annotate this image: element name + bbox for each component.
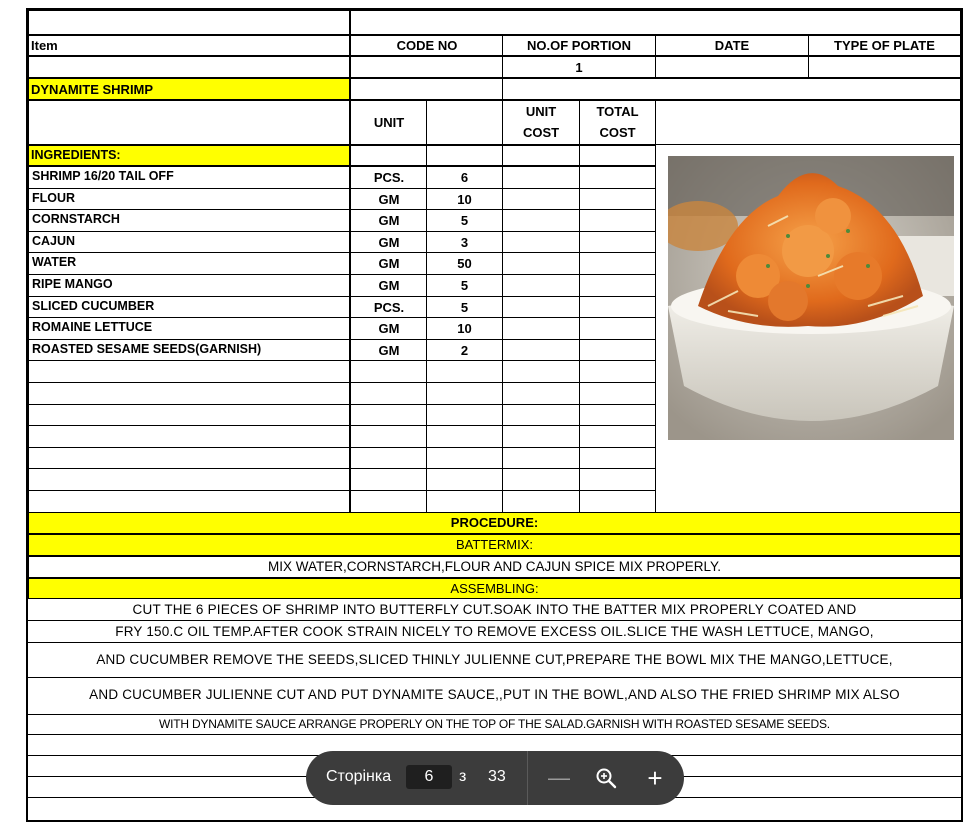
ingredients-label: INGREDIENTS: <box>31 148 121 162</box>
blank-cell <box>579 447 656 470</box>
blank-cell <box>426 404 503 427</box>
ingredient-name-cell <box>28 296 350 319</box>
unit-header-cell <box>349 100 427 145</box>
blank-cell <box>349 490 427 513</box>
procedure-line: CUT THE 6 PIECES OF SHRIMP INTO BUTTERFLY CUT.SOAK INTO THE BATTER MIX PROPERLY COATED AND <box>132 602 857 617</box>
blank-cell <box>502 78 961 100</box>
ingredient-qty-cell <box>426 188 503 211</box>
ingredient-qty: 3 <box>460 234 469 250</box>
unit-label: UNIT <box>373 115 405 130</box>
blank-cell <box>579 145 656 166</box>
portion-label: NO.OF PORTION <box>527 38 631 53</box>
blank-cell <box>349 10 961 35</box>
ingredient-qty-cell <box>426 339 503 362</box>
ingredient-name: RIPE MANGO <box>32 277 113 291</box>
blank-cell <box>28 360 350 383</box>
blank-cell <box>349 78 503 100</box>
toolbar-separator <box>527 751 528 805</box>
of-label: з <box>459 768 467 785</box>
ingredient-unit-cell <box>349 317 427 340</box>
ingredient-total-cost-cell <box>579 274 656 297</box>
dish-name: DYNAMITE SHRIMP <box>31 82 154 97</box>
blank-cell <box>579 468 656 491</box>
ingredient-name: SLICED CUCUMBER <box>32 298 155 313</box>
ingredient-unit-cost-cell <box>502 296 580 319</box>
ingredient-unit-cost-cell <box>502 317 580 340</box>
blank-cell <box>28 468 350 491</box>
blank-cell <box>349 468 427 491</box>
ingredient-name-cell <box>28 317 350 340</box>
blank-cell <box>349 404 427 427</box>
item-label: Item <box>31 38 58 53</box>
blank-cell <box>502 145 580 166</box>
ingredient-unit-cost-cell <box>502 252 580 275</box>
blank-cell <box>426 425 503 448</box>
ingredients-label-cell <box>28 145 350 166</box>
ingredient-total-cost-cell <box>579 296 656 319</box>
ingredient-total-cost-cell <box>579 209 656 232</box>
blank-cell <box>579 425 656 448</box>
ingredient-qty: 10 <box>457 321 472 337</box>
ingredient-total-cost-cell <box>579 231 656 254</box>
plate-label: TYPE OF PLATE <box>834 38 935 53</box>
ingredient-qty: 10 <box>457 191 472 207</box>
ingredient-name: CAJUN <box>32 233 76 248</box>
ingredient-qty-cell <box>426 231 503 254</box>
ingredient-unit: GM <box>378 234 400 250</box>
ingredient-unit-cell <box>349 296 427 319</box>
ingredient-name-cell <box>28 339 350 362</box>
ingredient-unit-cell <box>349 274 427 297</box>
page-label: Сторінка <box>326 768 392 785</box>
ingredient-total-cost-cell <box>579 166 656 189</box>
item-header-cell <box>28 35 350 56</box>
ingredient-unit: GM <box>378 278 400 293</box>
blank-cell <box>579 360 656 383</box>
blank-cell <box>349 145 427 166</box>
unit-cost-label-1: UNIT <box>525 104 557 119</box>
ingredient-name: WATER <box>32 255 77 270</box>
ingredient-name-cell <box>28 209 350 232</box>
blank-cell <box>502 360 580 383</box>
blank-cell <box>426 145 503 166</box>
ingredient-total-cost-cell <box>579 339 656 362</box>
blank-cell <box>28 490 350 513</box>
ingredient-unit-cost-cell <box>502 231 580 254</box>
blank-cell <box>579 490 656 513</box>
ingredient-qty: 5 <box>460 213 469 229</box>
procedure-line: AND CUCUMBER JULIENNE CUT AND PUT DYNAMITE SAUCE,,PUT IN THE BOWL,AND ALSO THE FRIED SHRIMP MIX ALSO <box>89 687 900 702</box>
ingredient-qty-cell <box>426 252 503 275</box>
blank-cell <box>349 447 427 470</box>
portion-header-cell <box>502 35 656 56</box>
zoom-icon <box>595 767 617 789</box>
ingredient-qty: 5 <box>460 278 469 293</box>
ingredient-total-cost-cell <box>579 252 656 275</box>
ingredient-total-cost-cell <box>579 188 656 211</box>
page-toolbar <box>306 751 684 805</box>
page-total: 33 <box>488 768 506 785</box>
procedure-line: AND CUCUMBER REMOVE THE SEEDS,SLICED THINLY JULIENNE CUT,PREPARE THE BOWL MIX THE MANGO,LETTUCE, <box>96 652 893 667</box>
ingredient-qty-cell <box>426 209 503 232</box>
zoom-out-button[interactable]: — <box>548 765 570 790</box>
ingredient-qty: 2 <box>460 342 469 358</box>
blank-cell <box>579 404 656 427</box>
portion-value: 1 <box>575 60 583 75</box>
ingredient-unit-cell <box>349 339 427 362</box>
divider <box>28 677 961 678</box>
ingredient-unit-cost-cell <box>502 209 580 232</box>
ingredient-name: ROASTED SESAME SEEDS(GARNISH) <box>32 341 262 356</box>
ingredient-name: FLOUR <box>32 190 76 205</box>
ingredient-qty: 50 <box>457 256 472 272</box>
blank-cell <box>426 490 503 513</box>
ingredient-unit: GM <box>378 213 400 229</box>
ingredient-unit-cost-cell <box>502 188 580 211</box>
blank-cell <box>426 447 503 470</box>
code-no-value-cell <box>349 56 503 78</box>
ingredient-unit-cell <box>349 231 427 254</box>
date-value-cell <box>655 56 809 78</box>
ingredient-unit: GM <box>378 342 400 358</box>
portion-value-cell <box>502 56 656 78</box>
ingredient-name-cell <box>28 188 350 211</box>
unit-cost-header-cell <box>502 100 580 145</box>
total-cost-label-1: TOTAL <box>596 104 639 119</box>
qty-header-cell <box>426 100 503 145</box>
code-no-header-cell <box>349 35 503 56</box>
ingredient-total-cost-cell <box>579 317 656 340</box>
procedure-title: PROCEDURE: <box>28 512 961 534</box>
ingredient-qty-cell <box>426 296 503 319</box>
ingredient-name-cell <box>28 166 350 189</box>
blank-cell <box>502 382 580 405</box>
blank-cell <box>426 360 503 383</box>
ingredient-unit: GM <box>378 256 400 272</box>
batter-title: BATTERMIX: <box>28 534 961 556</box>
blank-cell <box>349 425 427 448</box>
dish-photo <box>668 156 954 440</box>
zoom-fit-button[interactable] <box>589 761 623 795</box>
blank-cell <box>28 404 350 427</box>
procedure-line: FRY 150.C OIL TEMP.AFTER COOK STRAIN NICELY TO REMOVE EXCESS OIL.SLICE THE WASH LETTUCE, MANGO, <box>115 624 874 639</box>
ingredient-name-cell <box>28 274 350 297</box>
blank-cell <box>502 404 580 427</box>
ingredient-unit: GM <box>378 321 400 337</box>
assembling-title: ASSEMBLING: <box>28 578 961 599</box>
code-no-label: CODE NO <box>396 38 458 53</box>
divider <box>28 714 961 715</box>
ingredient-unit-cell <box>349 252 427 275</box>
date-header-cell <box>655 35 809 56</box>
ingredient-unit-cell <box>349 166 427 189</box>
divider <box>28 620 961 621</box>
ingredient-unit-cost-cell <box>502 339 580 362</box>
ingredient-qty: 5 <box>460 299 469 315</box>
ingredient-unit: PCS. <box>373 170 405 185</box>
blank-cell <box>579 382 656 405</box>
total-cost-header-cell <box>579 100 656 145</box>
ingredient-unit-cell <box>349 188 427 211</box>
blank-cell <box>502 425 580 448</box>
blank-cell <box>349 382 427 405</box>
blank-cell <box>28 100 350 145</box>
ingredient-qty: 6 <box>460 170 469 185</box>
blank-cell <box>655 100 961 145</box>
procedure-line: WITH DYNAMITE SAUCE ARRANGE PROPERLY ON THE TOP OF THE SALAD.GARNISH WITH ROASTED SESAME SEEDS. <box>159 717 830 731</box>
dish-name-cell <box>28 78 350 100</box>
blank-cell <box>502 490 580 513</box>
ingredient-qty-cell <box>426 274 503 297</box>
ingredient-name: CORNSTARCH <box>32 212 120 227</box>
ingredient-unit: GM <box>378 191 400 207</box>
blank-cell <box>426 382 503 405</box>
divider <box>28 642 961 643</box>
blank-cell <box>28 447 350 470</box>
total-cost-label-2: COST <box>599 125 636 140</box>
ingredient-name: SHRIMP 16/20 TAIL OFF <box>32 169 174 183</box>
divider <box>28 734 961 735</box>
page-number-input[interactable]: 6 <box>406 765 452 789</box>
blank-cell <box>502 468 580 491</box>
item-value-cell <box>28 56 350 78</box>
ingredient-name-cell <box>28 231 350 254</box>
ingredient-unit-cost-cell <box>502 274 580 297</box>
blank-cell <box>426 468 503 491</box>
blank-cell <box>349 360 427 383</box>
blank-cell <box>502 447 580 470</box>
blank-cell <box>28 425 350 448</box>
ingredient-unit-cell <box>349 209 427 232</box>
plate-value-cell <box>808 56 961 78</box>
blank-cell <box>28 10 350 35</box>
batter-text: MIX WATER,CORNSTARCH,FLOUR AND CAJUN SPICE MIX PROPERLY. <box>28 556 961 578</box>
plate-header-cell <box>808 35 961 56</box>
unit-cost-label-2: COST <box>522 125 560 140</box>
date-label: DATE <box>714 38 750 53</box>
blank-cell <box>28 382 350 405</box>
ingredient-unit: PCS. <box>373 299 405 315</box>
ingredient-qty-cell <box>426 166 503 189</box>
ingredient-unit-cost-cell <box>502 166 580 189</box>
ingredient-qty-cell <box>426 317 503 340</box>
ingredient-name-cell <box>28 252 350 275</box>
zoom-in-button[interactable]: + <box>647 763 663 793</box>
ingredient-name: ROMAINE LETTUCE <box>32 320 153 335</box>
